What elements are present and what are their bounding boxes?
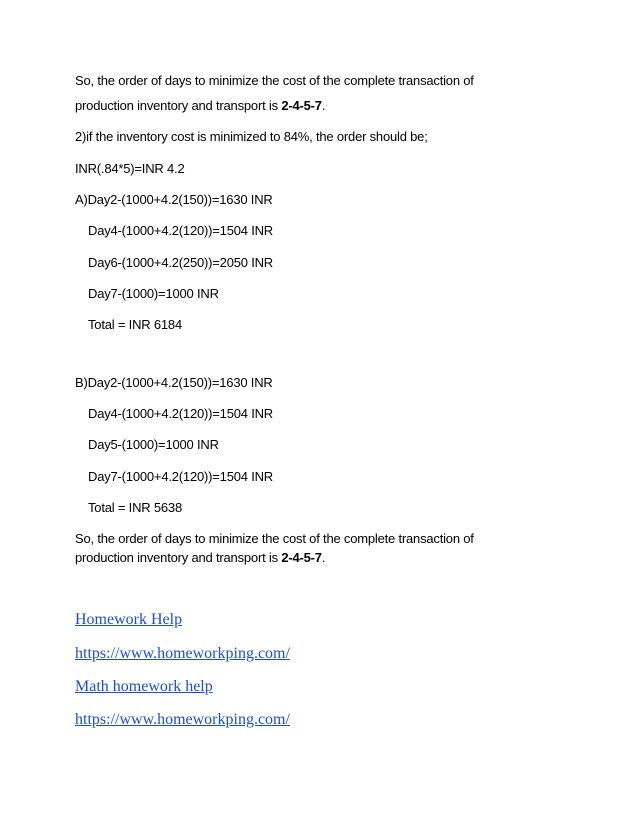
homeworkping-url-link-1[interactable]: https://www.homeworkping.com/ <box>75 645 290 662</box>
option-a-line-3: Day6-(1000+4.2(250))=2050 INR <box>88 255 273 270</box>
final-conclusion-line-2 <box>75 550 325 565</box>
final-conclusion-line-1: So, the order of days to minimize the cost of the complete transaction of <box>75 531 474 546</box>
homework-help-link[interactable]: Homework Help <box>75 611 183 628</box>
option-b-line-3: Day5-(1000)=1000 INR <box>88 437 219 452</box>
option-b-line-1: B)Day2-(1000+4.2(150))=1630 INR <box>75 375 273 390</box>
cost-formula: INR(.84*5)=INR 4.2 <box>75 161 185 176</box>
final-conclusion-period: . <box>321 550 326 565</box>
option-a-total: Total = INR 6184 <box>88 317 182 332</box>
conclusion-line-2 <box>75 98 325 113</box>
option-a-line-2: Day4-(1000+4.2(120))=1504 INR <box>88 223 273 238</box>
option-b-total: Total = INR 5638 <box>88 500 182 515</box>
option-b-line-4: Day7-(1000+4.2(120))=1504 INR <box>88 469 273 484</box>
conclusion-text: production inventory and transport is <box>75 98 282 113</box>
final-conclusion-order: 2-4-5-7 <box>281 550 322 565</box>
option-a-line-1: A)Day2-(1000+4.2(150))=1630 INR <box>75 192 273 207</box>
conclusion-period: . <box>321 98 326 113</box>
conclusion-order: 2-4-5-7 <box>281 98 322 113</box>
question-2-heading: 2)if the inventory cost is minimized to 84%, the order should be; <box>75 129 428 144</box>
final-conclusion-text: production inventory and transport is <box>75 550 282 565</box>
option-a-line-4: Day7-(1000)=1000 INR <box>88 286 219 301</box>
option-b-line-2: Day4-(1000+4.2(120))=1504 INR <box>88 406 273 421</box>
conclusion-line-1: So, the order of days to minimize the cost of the complete transaction of <box>75 73 474 88</box>
math-homework-help-link[interactable]: Math homework help <box>75 678 213 695</box>
homeworkping-url-link-2[interactable]: https://www.homeworkping.com/ <box>75 711 290 728</box>
